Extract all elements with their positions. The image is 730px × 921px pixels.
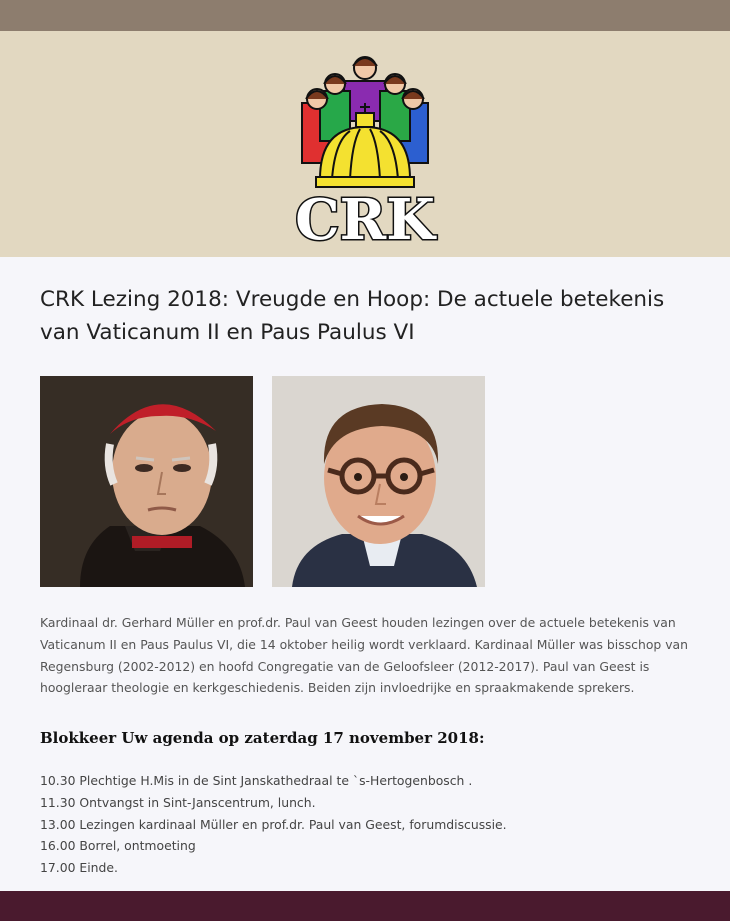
- photo-paul-van-geest: [272, 376, 485, 587]
- schedule-item: 13.00 Lezingen kardinaal Müller en prof.dr. Paul van Geest, forumdiscussie.: [40, 816, 507, 832]
- schedule-item: 11.30 Ontvangst in Sint-Janscentrum, lunch.: [40, 794, 316, 810]
- schedule-item: 16.00 Borrel, ontmoeting: [40, 838, 196, 854]
- page-title: CRK Lezing 2018: Vreugde en Hoop: De actuele betekenis van Vaticanum II en Paus Paulus VI: [40, 287, 665, 345]
- photo-cardinal-muller: [40, 376, 253, 587]
- top-bar: [0, 0, 730, 31]
- van-geest-portrait-image: [272, 376, 485, 587]
- footer-bar: [0, 891, 730, 921]
- cardinal-portrait-image: [40, 376, 253, 587]
- svg-text:CRK: CRK: [295, 187, 435, 251]
- main-content: [0, 257, 730, 891]
- agenda-subheading: Blokkeer Uw agenda op zaterdag 17 november 2018:: [40, 729, 485, 747]
- crk-logo[interactable]: [280, 51, 450, 251]
- article-description: Kardinaal dr. Gerhard Müller en prof.dr. Paul van Geest houden lezingen over de actuele betekenis van Vaticanum II en Paus Paulus VI, die 14 oktober heilig wordt verklaard. Kardinaal Müller was bisschop van Regensburg (2002-2012) en hoofd Congregatie van de Geloofsleer (2012-2017). Paul van Geest is hoogleraar theologie en kerkgeschiedenis. Beiden zijn invloedrijke en spraakmakende sprekers.: [40, 615, 688, 696]
- schedule-item: 10.30 Plechtige H.Mis in de Sint Janskathedraal te `s-Hertogenbosch .: [40, 773, 473, 788]
- header-banner: [0, 31, 730, 257]
- schedule-item: 17.00 Einde.: [40, 860, 118, 876]
- schedule-list: [40, 770, 507, 879]
